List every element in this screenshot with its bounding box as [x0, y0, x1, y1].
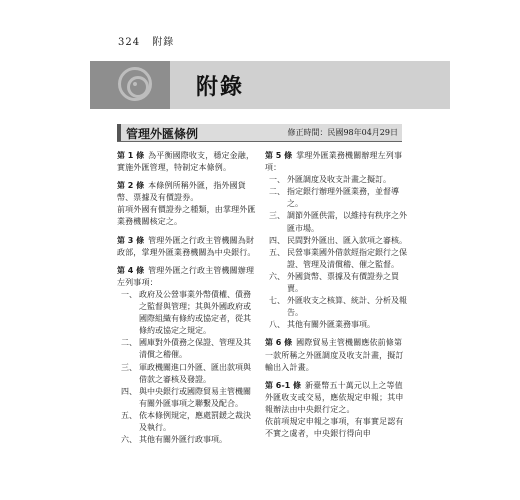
- running-head-section: 附錄: [152, 37, 175, 48]
- list-item: [117, 410, 257, 434]
- item-number: 二、: [269, 187, 285, 197]
- item-text: 外國貨幣、票據及有價證券之買賣。: [287, 271, 399, 294]
- left-column: [117, 150, 257, 452]
- item-text: 其他有關外匯業務事項。: [287, 320, 375, 330]
- item-number: 七、: [269, 296, 285, 306]
- list-item: [265, 186, 408, 210]
- item-number: 一、: [269, 175, 285, 185]
- revision-date: 修正時間：民國98年04月29日: [287, 128, 398, 137]
- item-text: 外匯調度及收支計畫之擬訂。: [287, 175, 391, 185]
- item-text: 外匯收支之核算、統計、分析及報告。: [287, 296, 407, 318]
- item-number: 二、: [121, 338, 137, 348]
- article-text: 國際貿易主管機關應依前條第一款所稱之外匯調度及收支計畫，擬訂輸出入計畫。: [265, 338, 404, 372]
- article-paragraph: [265, 337, 408, 373]
- banner-graphic: [90, 61, 170, 109]
- item-number: 五、: [269, 247, 285, 257]
- list-item: [265, 247, 408, 271]
- right-column: [265, 150, 408, 446]
- article-text: 管理外匯之行政主管機關為財政部，掌理外匯業務機關為中央銀行。: [117, 235, 256, 257]
- article-paragraph: [117, 235, 257, 259]
- list-item: [117, 434, 257, 446]
- chapter-banner: [90, 61, 450, 109]
- article-text: 依前項規定申報之事項，有事實足認有不實之虞者，中央銀行得向申: [265, 416, 404, 439]
- item-text: 其他有關外匯行政事項。: [139, 435, 227, 445]
- article-text: 掌理外匯業務機關辦理左列事項：: [265, 151, 403, 173]
- article-text: 為平衡國際收支，穩定金融，實施外匯管理，特制定本條例。: [117, 151, 255, 173]
- item-number: 四、: [269, 235, 285, 245]
- item-text: 依本條例規定，應處罰鍰之裁決及執行。: [139, 410, 251, 432]
- article-number: 第 6 條: [265, 338, 293, 348]
- article-number: 第 1 條: [117, 151, 145, 160]
- item-text: 民間對外匯出、匯入款項之審核。: [287, 235, 407, 245]
- list-item: [117, 386, 257, 410]
- running-head: [118, 33, 182, 48]
- article-paragraph: [265, 380, 408, 416]
- list-item: [265, 210, 408, 234]
- article-text: 新臺幣五十萬元以上之等值外匯收支或交易，應依規定申報；其申報辦法由中央銀行定之。: [265, 380, 404, 414]
- article-paragraph: [117, 150, 257, 174]
- item-text: 指定銀行辦理外匯業務，並督導之。: [287, 187, 399, 209]
- article-paragraph: [265, 150, 408, 174]
- article-number: 第 3 條: [117, 235, 145, 245]
- article-text: 管理外匯之行政主管機關辦理左列事項：: [117, 265, 255, 287]
- item-text: 調節外匯供需，以維持有秩序之外匯市場。: [287, 211, 407, 233]
- item-number: 三、: [269, 211, 285, 221]
- article-paragraph: [117, 180, 257, 204]
- list-item: [117, 289, 257, 337]
- article-number: 第 2 條: [117, 181, 145, 191]
- article-paragraph: [117, 265, 257, 289]
- list-item: [117, 337, 257, 361]
- list-item: [265, 295, 408, 319]
- item-number: 八、: [269, 320, 285, 330]
- article-text: 本條例所稱外匯，指外國貨幣、票據及有價證券。: [117, 181, 246, 203]
- article-text: 前項外國有價證券之種類，由掌理外匯業務機關核定之。: [117, 205, 256, 227]
- article-number: 第 5 條: [265, 151, 293, 160]
- article: [117, 265, 257, 446]
- article-number: 第 4 條: [117, 265, 145, 275]
- article: [265, 337, 408, 373]
- item-text: 國庫對外債務之保證、管理及其清償之稽催。: [139, 338, 251, 360]
- chapter-title: 附錄: [196, 75, 245, 100]
- item-text: 與中央銀行或國際貿易主管機關有關外匯事項之聯繫及配合。: [139, 386, 251, 408]
- item-number: 六、: [121, 435, 137, 445]
- article-paragraph: [117, 204, 257, 228]
- list-item: [265, 174, 408, 186]
- article: [265, 150, 408, 331]
- list-item: [265, 235, 408, 247]
- section-header: [117, 124, 402, 142]
- item-text: 政府及公營事業外幣債權、債務之監督與管理；其與外國政府或國際組織有條約或協定者，從其條約或協定之規定。: [139, 289, 251, 336]
- item-text: 軍政機關進口外匯、匯出款項與借款之審核及發證。: [139, 362, 251, 384]
- article-items: [265, 174, 408, 331]
- article: [117, 235, 257, 259]
- list-item: [117, 362, 257, 386]
- list-item: [265, 319, 408, 331]
- item-number: 三、: [121, 362, 137, 372]
- item-number: 四、: [121, 386, 137, 396]
- target-icon: [118, 67, 152, 101]
- item-text: 民營事業國外借款經指定銀行之保證、管理及清償稽、催之監督。: [287, 247, 407, 269]
- article-number: 第 6-1 條: [265, 380, 302, 390]
- item-number: 六、: [269, 271, 285, 281]
- section-marker: [117, 124, 121, 141]
- article: [117, 150, 257, 174]
- page-number: 324: [118, 37, 141, 48]
- list-item: [265, 271, 408, 295]
- article-items: [117, 289, 257, 446]
- article: [265, 380, 408, 440]
- item-number: 五、: [121, 410, 137, 420]
- section-title: 管理外匯條例: [126, 127, 199, 141]
- article: [117, 180, 257, 228]
- article-paragraph: [265, 416, 408, 440]
- item-number: 一、: [121, 289, 137, 299]
